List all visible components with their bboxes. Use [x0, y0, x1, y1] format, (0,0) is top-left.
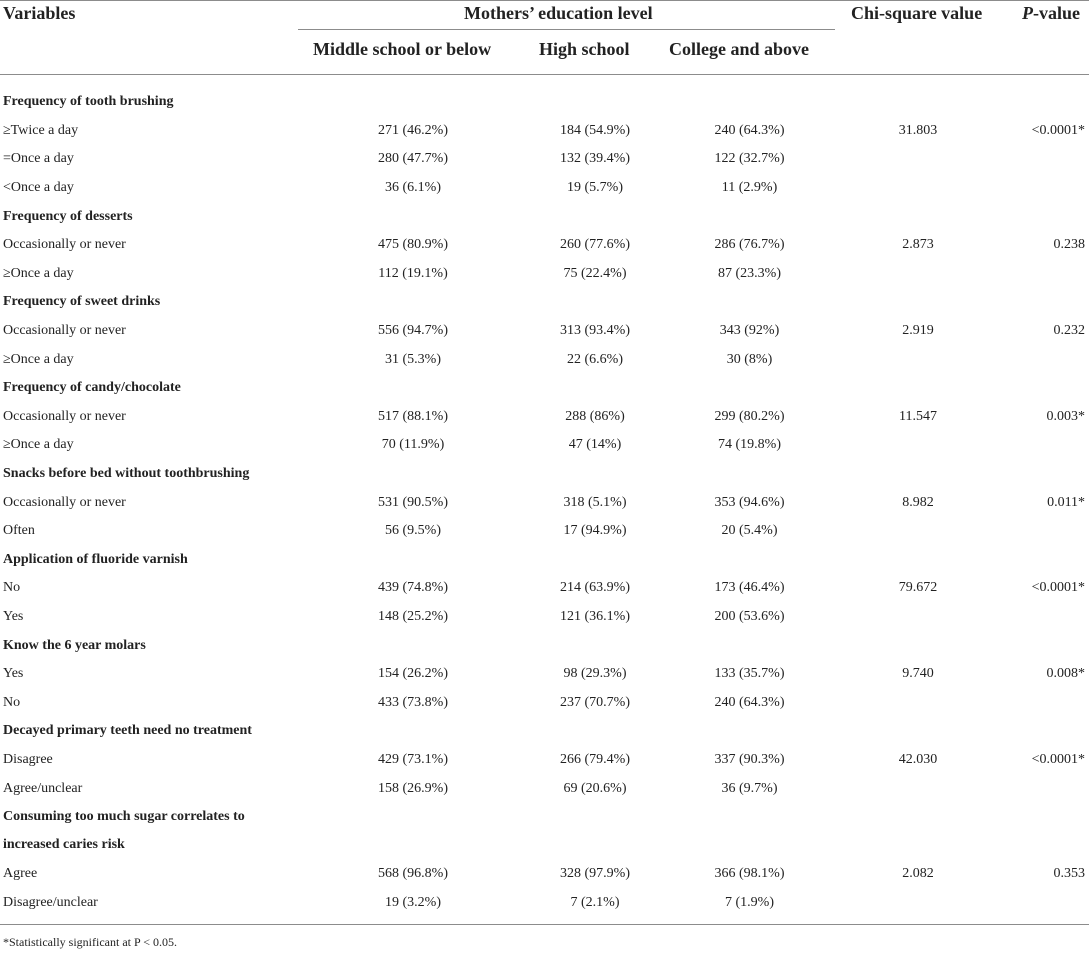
cell-chi-square [835, 174, 995, 203]
cell-college: 366 (98.1%) [714, 866, 785, 882]
cell-college: 299 (80.2%) [714, 408, 785, 424]
cell-middle-school: 556 (94.7%) [378, 323, 448, 339]
cell-high-school: 121 (36.1%) [560, 608, 630, 624]
section-label-line-1: Consuming too much sugar correlates to [3, 808, 245, 824]
row-label: Often [3, 523, 35, 539]
cell-high-school: 17 (94.9%) [563, 523, 627, 539]
cell-college: 240 (64.3%) [714, 694, 785, 710]
cell-p-value: <0.0001* [1031, 580, 1086, 596]
row-label: Yes [3, 666, 24, 682]
header-p-letter: P [1022, 3, 1033, 23]
header-col-college: College and above [669, 39, 810, 59]
cell-high-school: 328 (97.9%) [560, 866, 630, 882]
cell-chi-square [835, 774, 995, 803]
cell-high-school: 313 (93.4%) [560, 323, 630, 339]
cell-college: 133 (35.7%) [714, 666, 785, 682]
row-label: =Once a day [3, 151, 74, 167]
cell-college: 36 (9.7%) [721, 780, 778, 796]
cell-p-value [995, 431, 1089, 460]
section-row [0, 202, 1089, 231]
row-label: No [3, 694, 21, 710]
cell-middle-school: 517 (88.1%) [378, 408, 448, 424]
table-row [0, 860, 1089, 889]
header-variables: Variables [3, 3, 76, 23]
cell-high-school: 69 (20.6%) [563, 780, 627, 796]
cell-chi-square: 9.740 [902, 666, 934, 682]
section-label: Frequency of tooth brushing [3, 94, 174, 110]
row-label: Occasionally or never [3, 237, 126, 253]
cell-chi-square [835, 688, 995, 717]
cell-chi-square: 2.873 [902, 237, 934, 253]
cell-chi-square [835, 889, 995, 918]
cell-chi-square [835, 517, 995, 546]
cell-college: 74 (19.8%) [718, 437, 781, 453]
row-label: Agree [3, 866, 38, 882]
table-row [0, 231, 1089, 260]
cell-p-value [995, 774, 1089, 803]
cell-high-school: 47 (14%) [568, 437, 622, 453]
table-row [0, 403, 1089, 432]
cell-p-value: <0.0001* [1031, 751, 1086, 767]
cell-middle-school: 531 (90.5%) [378, 494, 448, 510]
cell-middle-school: 112 (19.1%) [378, 265, 448, 281]
table-row [0, 145, 1089, 174]
row-label: Disagree/unclear [3, 894, 98, 910]
cell-p-value: 0.232 [1053, 323, 1086, 339]
cell-p-value: 0.238 [1053, 237, 1086, 253]
cell-college: 343 (92%) [719, 323, 780, 339]
cell-middle-school: 433 (73.8%) [378, 694, 448, 710]
cell-chi-square: 42.030 [898, 751, 938, 767]
header-chi-square: Chi-square value [851, 3, 983, 23]
cell-middle-school: 70 (11.9%) [381, 437, 445, 453]
header-col-middle-school: Middle school or below [313, 39, 492, 59]
table-row [0, 317, 1089, 346]
cell-college: 7 (1.9%) [725, 894, 774, 910]
cell-college: 240 (64.3%) [714, 122, 785, 138]
cell-high-school: 260 (77.6%) [560, 237, 630, 253]
table-row [0, 260, 1089, 289]
cell-high-school: 266 (79.4%) [560, 751, 630, 767]
header-education-level: Mothers’ education level [464, 3, 653, 23]
table-row [0, 517, 1089, 546]
row-label: Occasionally or never [3, 494, 126, 510]
table-row [0, 574, 1089, 603]
row-label: ≥Once a day [3, 437, 74, 453]
table-row [0, 488, 1089, 517]
cell-p-value: 0.011* [1047, 494, 1086, 510]
table-body [0, 88, 1089, 917]
cell-p-value [995, 174, 1089, 203]
group-rule [298, 29, 835, 30]
cell-high-school: 318 (5.1%) [563, 494, 627, 510]
row-label: ≥Once a day [3, 265, 74, 281]
table-row [0, 117, 1089, 146]
cell-chi-square: 2.919 [902, 323, 934, 339]
cell-high-school: 7 (2.1%) [570, 894, 620, 910]
section-label: Frequency of desserts [3, 208, 133, 224]
table-row [0, 688, 1089, 717]
cell-middle-school: 280 (47.7%) [378, 151, 448, 167]
header-col-high-school: High school [539, 39, 630, 59]
section-label: Snacks before bed without toothbrushing [3, 466, 250, 482]
cell-p-value [995, 517, 1089, 546]
cell-p-value [995, 260, 1089, 289]
cell-chi-square [835, 431, 995, 460]
cell-middle-school: 429 (73.1%) [378, 751, 448, 767]
section-label: Decayed primary teeth need no treatment [3, 723, 252, 739]
row-label: Disagree [3, 751, 53, 767]
header-p-value [1022, 2, 1080, 24]
cell-chi-square: 31.803 [898, 122, 938, 138]
table-row [0, 660, 1089, 689]
section-row [0, 546, 1089, 575]
cell-college: 30 (8%) [726, 351, 773, 367]
cell-p-value: 0.003* [1046, 408, 1086, 424]
cell-middle-school: 56 (9.5%) [385, 523, 441, 539]
cell-chi-square: 8.982 [902, 494, 934, 510]
table-row [0, 431, 1089, 460]
row-label: Yes [3, 608, 24, 624]
cell-p-value: 0.353 [1053, 866, 1086, 882]
table-row [0, 746, 1089, 775]
cell-high-school: 214 (63.9%) [560, 580, 630, 596]
row-label: No [3, 580, 21, 596]
cell-p-value [995, 603, 1089, 632]
data-table [0, 88, 1089, 917]
table-row [0, 889, 1089, 918]
row-label: Occasionally or never [3, 323, 126, 339]
cell-middle-school: 158 (26.9%) [378, 780, 448, 796]
cell-college: 20 (5.4%) [721, 523, 778, 539]
cell-high-school: 132 (39.4%) [560, 151, 630, 167]
cell-middle-school: 475 (80.9%) [378, 237, 448, 253]
cell-middle-school: 271 (46.2%) [378, 122, 448, 138]
cell-college: 286 (76.7%) [714, 237, 785, 253]
cell-high-school: 288 (86%) [565, 408, 625, 424]
top-rule [0, 0, 1089, 1]
cell-middle-school: 439 (74.8%) [378, 580, 448, 596]
cell-college: 200 (53.6%) [714, 608, 785, 624]
section-label-line-2: increased caries risk [3, 837, 125, 853]
cell-college: 353 (94.6%) [714, 494, 785, 510]
cell-high-school: 22 (6.6%) [567, 351, 623, 367]
table-row [0, 774, 1089, 803]
row-label: <Once a day [3, 180, 74, 196]
cell-chi-square [835, 603, 995, 632]
section-row [0, 374, 1089, 403]
cell-high-school: 75 (22.4%) [563, 265, 627, 281]
cell-p-value [995, 345, 1089, 374]
cell-middle-school: 154 (26.2%) [378, 666, 448, 682]
cell-middle-school: 31 (5.3%) [385, 351, 441, 367]
section-label [0, 803, 1089, 860]
cell-chi-square [835, 260, 995, 289]
section-row [0, 460, 1089, 489]
bottom-rule [0, 924, 1089, 925]
cell-p-value [995, 889, 1089, 918]
cell-p-value: <0.0001* [1031, 122, 1086, 138]
cell-high-school: 237 (70.7%) [560, 694, 630, 710]
cell-college: 173 (46.4%) [714, 580, 785, 596]
cell-college: 122 (32.7%) [714, 151, 785, 167]
cell-middle-school: 148 (25.2%) [378, 608, 448, 624]
section-row [0, 288, 1089, 317]
cell-p-value: 0.008* [1046, 666, 1086, 682]
section-label: Know the 6 year molars [3, 637, 146, 653]
cell-chi-square: 11.547 [899, 408, 937, 424]
section-row [0, 717, 1089, 746]
table-row [0, 345, 1089, 374]
header-rule [0, 74, 1089, 75]
header-p-suffix: -value [1033, 3, 1080, 23]
section-row [0, 803, 1089, 860]
cell-chi-square: 79.672 [898, 580, 938, 596]
cell-college: 337 (90.3%) [714, 751, 785, 767]
cell-high-school: 19 (5.7%) [567, 180, 623, 196]
section-row [0, 631, 1089, 660]
cell-chi-square: 2.082 [902, 866, 934, 882]
cell-high-school: 98 (29.3%) [563, 666, 627, 682]
cell-middle-school: 19 (3.2%) [385, 894, 441, 910]
cell-middle-school: 36 (6.1%) [385, 180, 441, 196]
table-row [0, 174, 1089, 203]
section-row [0, 88, 1089, 117]
cell-college: 87 (23.3%) [718, 265, 781, 281]
cell-college: 11 (2.9%) [721, 180, 778, 196]
section-label: Application of fluoride varnish [3, 551, 188, 567]
cell-chi-square [835, 145, 995, 174]
section-label: Frequency of sweet drinks [3, 294, 161, 310]
cell-chi-square [835, 345, 995, 374]
section-label: Frequency of candy/chocolate [3, 380, 181, 396]
cell-p-value [995, 145, 1089, 174]
row-label: ≥Once a day [3, 351, 74, 367]
table-row [0, 603, 1089, 632]
cell-middle-school: 568 (96.8%) [378, 866, 448, 882]
row-label: Agree/unclear [3, 780, 83, 796]
cell-p-value [995, 688, 1089, 717]
row-label: ≥Twice a day [3, 122, 79, 138]
row-label: Occasionally or never [3, 408, 126, 424]
cell-high-school: 184 (54.9%) [560, 122, 630, 138]
footnote: *Statistically significant at P < 0.05. [3, 935, 177, 949]
